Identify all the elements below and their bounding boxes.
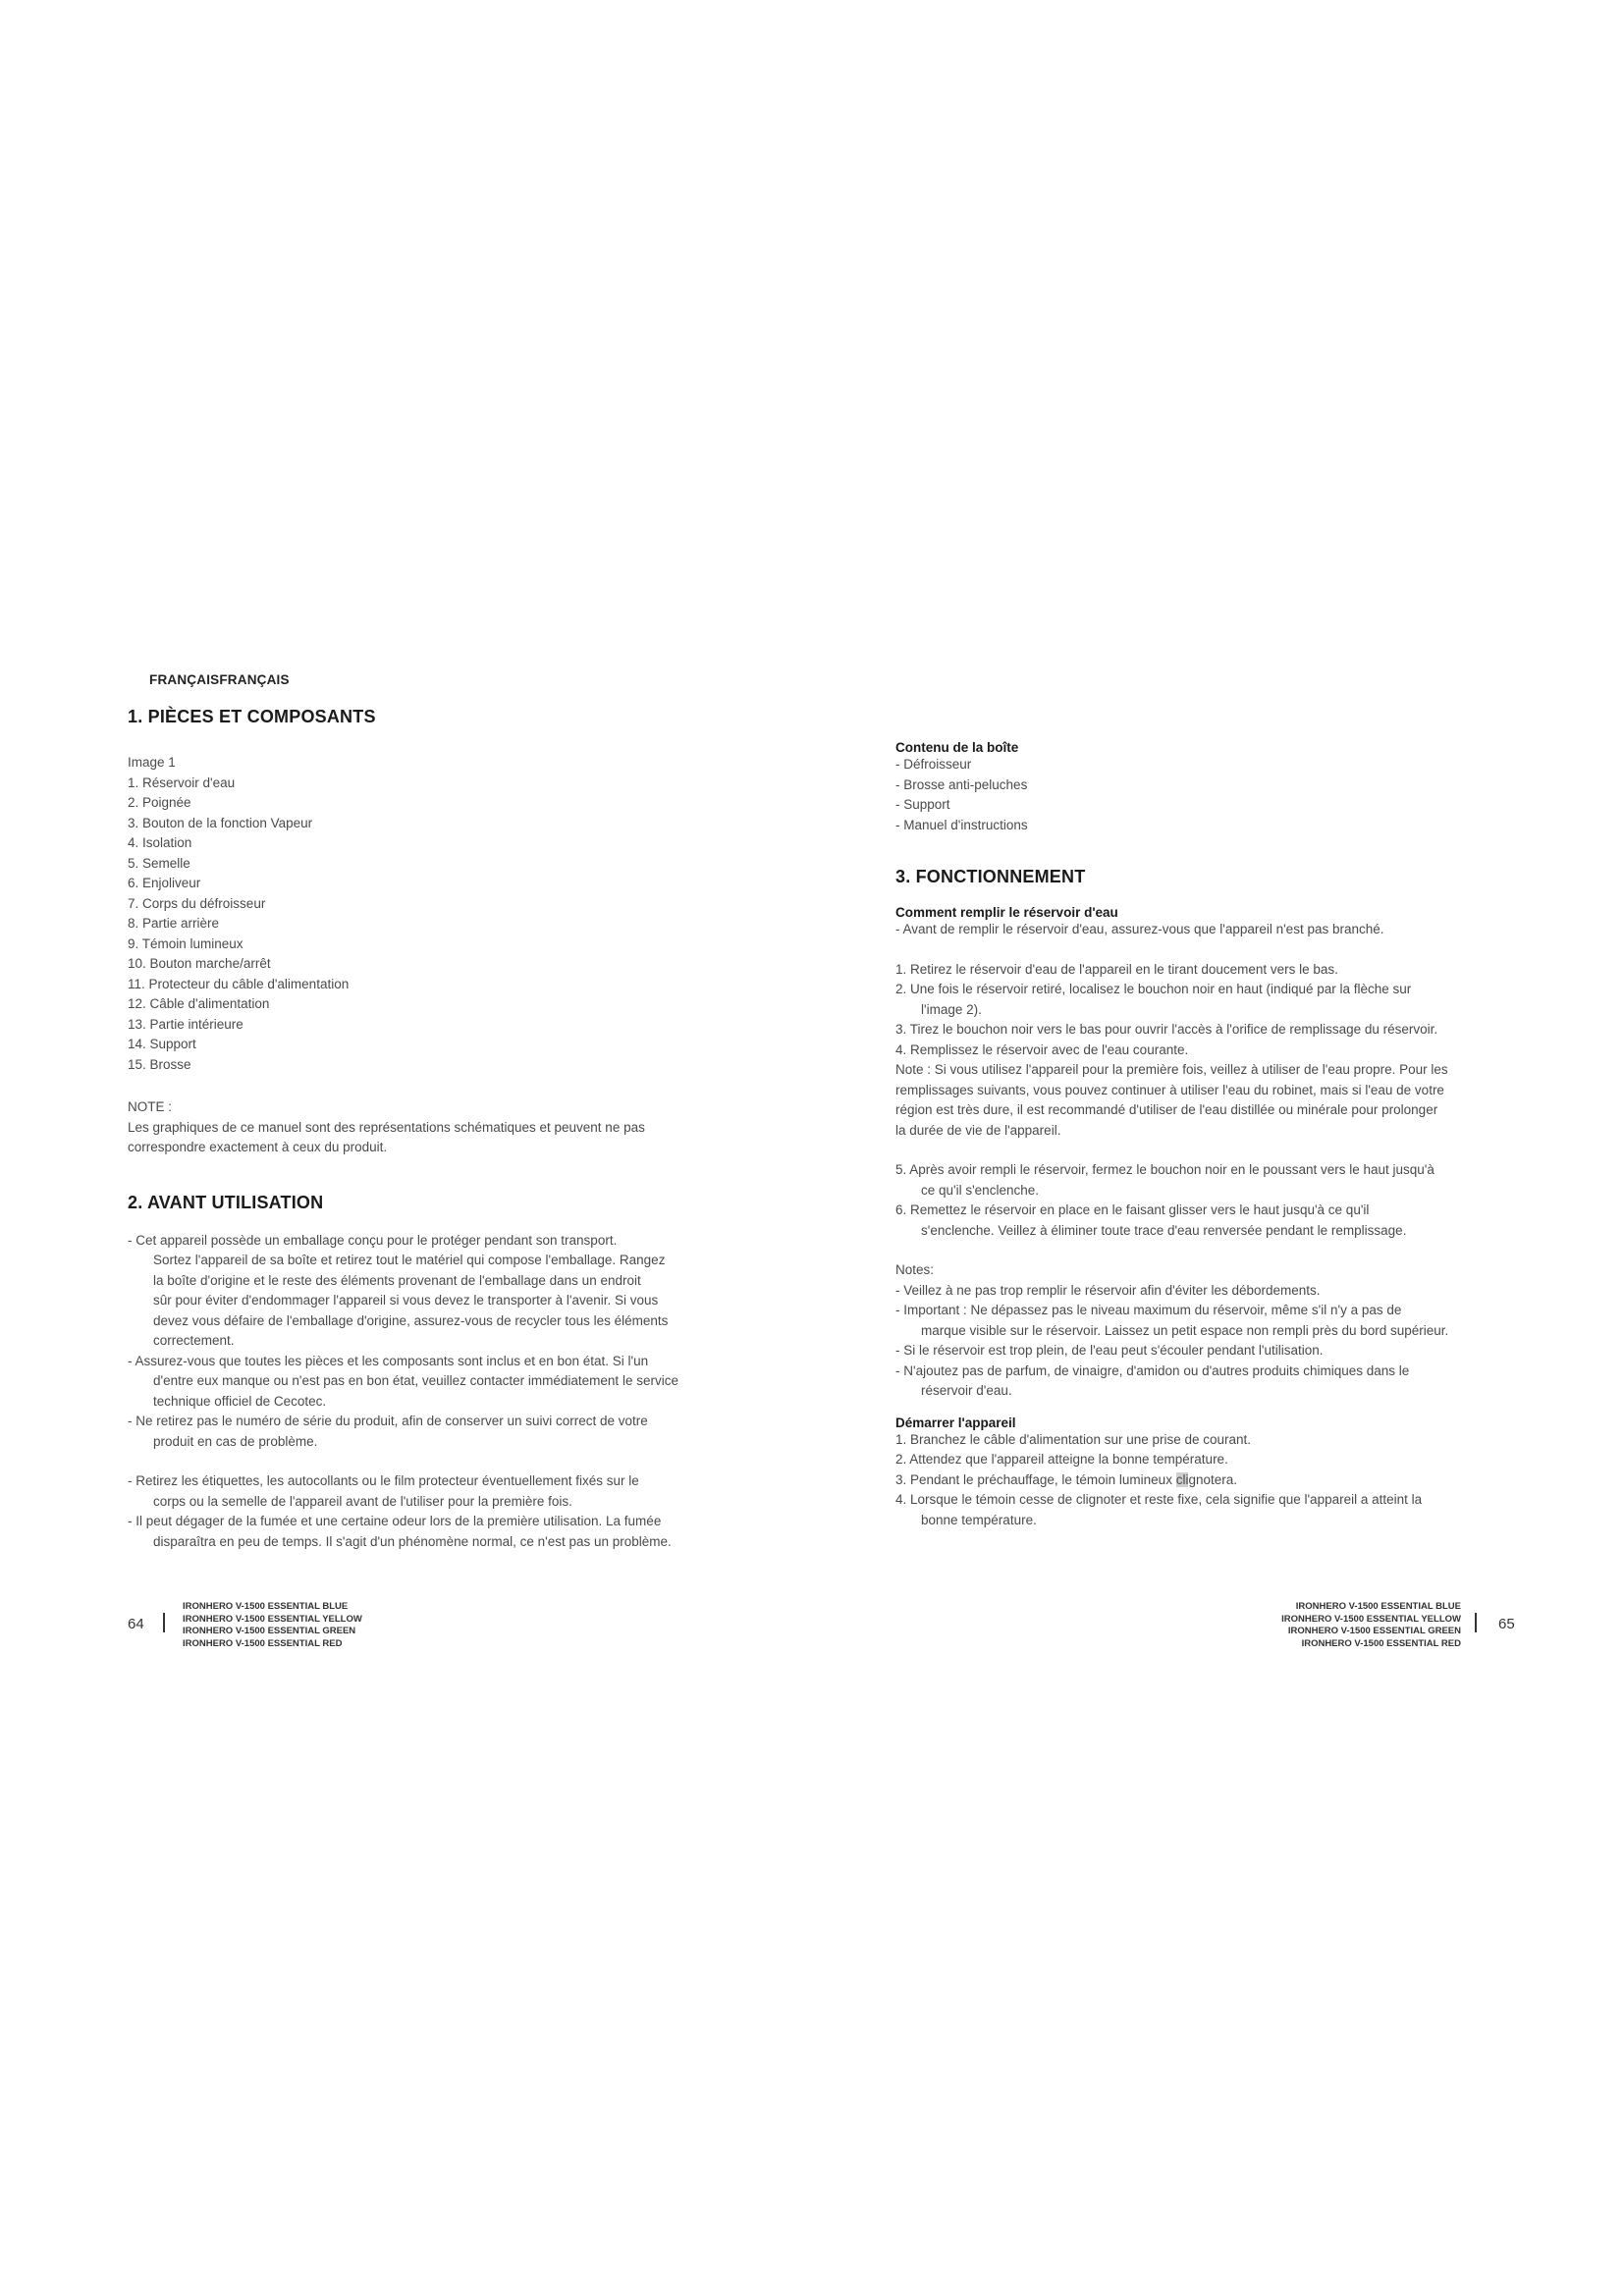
paragraph-line: sûr pour éviter d'endommager l'appareil si vous devez le transporter à l'avenir. Si vous xyxy=(153,1293,659,1308)
paragraph-line: marque visible sur le réservoir. Laissez un petit espace non rempli près du bord supérieur. xyxy=(921,1322,1449,1338)
footer-models-left xyxy=(183,1601,362,1650)
note-line: correspondre exactement à ceux du produit. xyxy=(128,1140,388,1154)
step-text: gnotera. xyxy=(1188,1471,1237,1487)
paragraph-line: la boîte d'origine et le reste des éléments provenant de l'emballage dans un endroit xyxy=(153,1272,641,1288)
box-contents-title: Contenu de la boîte xyxy=(895,740,1019,755)
paragraph-line: - Veillez à ne pas trop remplir le réservoir afin d'éviter les débordements. xyxy=(895,1282,1321,1298)
paragraph-line: 6. Remettez le réservoir en place en le faisant glisser vers le haut jusqu'à ce qu'il xyxy=(895,1202,1370,1217)
paragraph-line: la durée de vie de l'appareil. xyxy=(895,1122,1061,1138)
step-text: 3. Pendant le préchauffage, le témoin lumineux xyxy=(895,1471,1176,1487)
page-number-left: 64 xyxy=(128,1616,144,1632)
paragraph-line: 4. Lorsque le témoin cesse de clignoter et reste fixe, cela signifie que l'appareil a atteint la xyxy=(895,1492,1423,1507)
model-name: IRONHERO V-1500 ESSENTIAL BLUE xyxy=(1295,1601,1461,1612)
list-item: 6. Enjoliveur xyxy=(128,876,201,890)
paragraph-line: disparaîtra en peu de temps. Il s'agit d'un phénomène normal, ce n'est pas un problème. xyxy=(153,1533,672,1549)
page-number-right: 65 xyxy=(1498,1616,1515,1632)
list-item: 13. Partie intérieure xyxy=(128,1016,244,1032)
list-item: 14. Support xyxy=(128,1037,196,1051)
list-item: 9. Témoin lumineux xyxy=(128,935,244,951)
model-name: IRONHERO V-1500 ESSENTIAL RED xyxy=(1301,1637,1461,1649)
paragraph-line: - Ne retirez pas le numéro de série du produit, afin de conserver un suivi correct de votre xyxy=(128,1414,648,1428)
paragraph-line: produit en cas de problème. xyxy=(153,1433,318,1449)
model-name: IRONHERO V-1500 ESSENTIAL RED xyxy=(183,1637,343,1649)
list-item: 12. Câble d'alimentation xyxy=(128,996,270,1011)
paragraph-line: remplissages suivants, vous pouvez continuer à utiliser l'eau du robinet, mais si l'eau de votre xyxy=(895,1082,1444,1097)
paragraph-line: ce qu'il s'enclenche. xyxy=(921,1182,1039,1198)
list-item: 2. Poignée xyxy=(128,795,191,810)
paragraph-line: d'entre eux manque ou n'est pas en bon état, veuillez contacter immédiatement le service xyxy=(153,1373,678,1388)
paragraph-line: technique officiel de Cecotec. xyxy=(153,1393,327,1409)
section-title-before-use: 2. AVANT UTILISATION xyxy=(128,1192,324,1212)
parts-list xyxy=(128,774,756,1076)
language-header: FRANÇAISFRANÇAIS xyxy=(149,672,290,687)
model-name: IRONHERO V-1500 ESSENTIAL YELLOW xyxy=(183,1613,362,1625)
paragraph-line: - Avant de remplir le réservoir d'eau, assurez-vous que l'appareil n'est pas branché. xyxy=(895,922,1384,936)
paragraph-line: Note : Si vous utilisez l'appareil pour la première fois, veillez à utiliser de l'eau propre. Pour les xyxy=(895,1062,1448,1077)
paragraph-line: 4. Remplissez le réservoir avec de l'eau courante. xyxy=(895,1041,1189,1057)
list-item: 10. Bouton marche/arrêt xyxy=(128,956,271,971)
fill-tank-title: Comment remplir le réservoir d'eau xyxy=(895,905,1118,920)
footer-divider xyxy=(163,1613,165,1632)
note-line: Les graphiques de ce manuel sont des représentations schématiques et peuvent ne pas xyxy=(128,1119,645,1135)
section-title-parts: 1. PIÈCES ET COMPOSANTS xyxy=(128,707,376,726)
list-item: 15. Brosse xyxy=(128,1056,191,1072)
paragraph-line: - Si le réservoir est trop plein, de l'eau peut s'écouler pendant l'utilisation. xyxy=(895,1343,1324,1358)
paragraph-line: région est très dure, il est recommandé d'utiliser de l'eau distillée ou minérale pour prolonger xyxy=(895,1102,1438,1117)
image-label: Image 1 xyxy=(128,755,176,770)
paragraph-line: réservoir d'eau. xyxy=(921,1383,1012,1398)
list-item: 1. Réservoir d'eau xyxy=(128,774,236,790)
paragraph-line: 2. Attendez que l'appareil atteigne la bonne température. xyxy=(895,1452,1228,1467)
paragraph-line: 2. Une fois le réservoir retiré, localisez le bouchon noir en haut (indiqué par la flèche sur xyxy=(895,982,1412,996)
model-name: IRONHERO V-1500 ESSENTIAL BLUE xyxy=(183,1601,349,1612)
paragraph-line: 3. Tirez le bouchon noir vers le bas pour ouvrir l'accès à l'orifice de remplissage du réservoir. xyxy=(895,1022,1438,1037)
footer-models-right xyxy=(1281,1601,1461,1650)
paragraph-line: l'image 2). xyxy=(921,1001,982,1017)
list-item: - Défroisseur xyxy=(895,757,972,772)
paragraph-line: corps ou la semelle de l'appareil avant de l'utiliser pour la première fois. xyxy=(153,1493,572,1509)
list-item: 4. Isolation xyxy=(128,835,192,850)
paragraph-line: 1. Branchez le câble d'alimentation sur une prise de courant. xyxy=(895,1431,1252,1447)
paragraph-line: - Il peut dégager de la fumée et une certaine odeur lors de la première utilisation. La fumée xyxy=(128,1514,662,1528)
paragraph-line: s'enclenche. Veillez à éliminer toute trace d'eau renversée pendant le remplissage. xyxy=(921,1222,1407,1238)
left-page-content xyxy=(128,707,756,1552)
highlighted-text: cli xyxy=(1175,1471,1189,1487)
model-name: IRONHERO V-1500 ESSENTIAL GREEN xyxy=(183,1626,356,1637)
start-device-title: Démarrer l'appareil xyxy=(895,1415,1016,1430)
list-item: 7. Corps du défroisseur xyxy=(128,895,266,911)
paragraph-line: - Cet appareil possède un emballage conçu pour le protéger pendant son transport. xyxy=(128,1232,618,1248)
model-name: IRONHERO V-1500 ESSENTIAL YELLOW xyxy=(1281,1613,1461,1625)
note-label: NOTE : xyxy=(128,1099,173,1114)
paragraph-line: - N'ajoutez pas de parfum, de vinaigre, d'amidon ou d'autres produits chimiques dans le xyxy=(895,1362,1410,1378)
right-page-content xyxy=(895,740,1524,1530)
list-item: 3. Bouton de la fonction Vapeur xyxy=(128,815,313,830)
section-title-operation: 3. FONCTIONNEMENT xyxy=(895,867,1086,886)
list-item: 11. Protecteur du câble d'alimentation xyxy=(128,976,350,991)
paragraph-line: devez vous défaire de l'emballage d'origine, assurez-vous de recycler tous les éléments xyxy=(153,1312,669,1328)
notes-label: Notes: xyxy=(895,1262,935,1277)
list-item: - Brosse anti-peluches xyxy=(895,776,1028,792)
paragraph-line: bonne température. xyxy=(921,1512,1037,1527)
paragraph-line: - Assurez-vous que toutes les pièces et les composants sont inclus et en bon état. Si l'un xyxy=(128,1353,649,1368)
model-name: IRONHERO V-1500 ESSENTIAL GREEN xyxy=(1287,1626,1461,1637)
paragraph-line: 1. Retirez le réservoir d'eau de l'appareil en le tirant doucement vers le bas. xyxy=(895,961,1338,977)
paragraph-line: - Retirez les étiquettes, les autocollants ou le film protecteur éventuellement fixés sur le xyxy=(128,1473,639,1488)
list-item: - Support xyxy=(895,797,950,812)
paragraph-line: Sortez l'appareil de sa boîte et retirez tout le matériel qui compose l'emballage. Rangez xyxy=(153,1253,666,1267)
paragraph-line: 5. Après avoir rempli le réservoir, fermez le bouchon noir en le poussant vers le haut jusqu'à xyxy=(895,1162,1435,1177)
list-item: - Manuel d'instructions xyxy=(895,817,1028,832)
list-item: 5. Semelle xyxy=(128,855,190,871)
paragraph-line xyxy=(895,1470,1524,1491)
paragraph-line: correctement. xyxy=(153,1333,235,1348)
footer-divider xyxy=(1475,1613,1477,1632)
list-item: 8. Partie arrière xyxy=(128,916,220,931)
paragraph-line: - Important : Ne dépassez pas le niveau maximum du réservoir, même s'il n'y a pas de xyxy=(895,1303,1402,1317)
